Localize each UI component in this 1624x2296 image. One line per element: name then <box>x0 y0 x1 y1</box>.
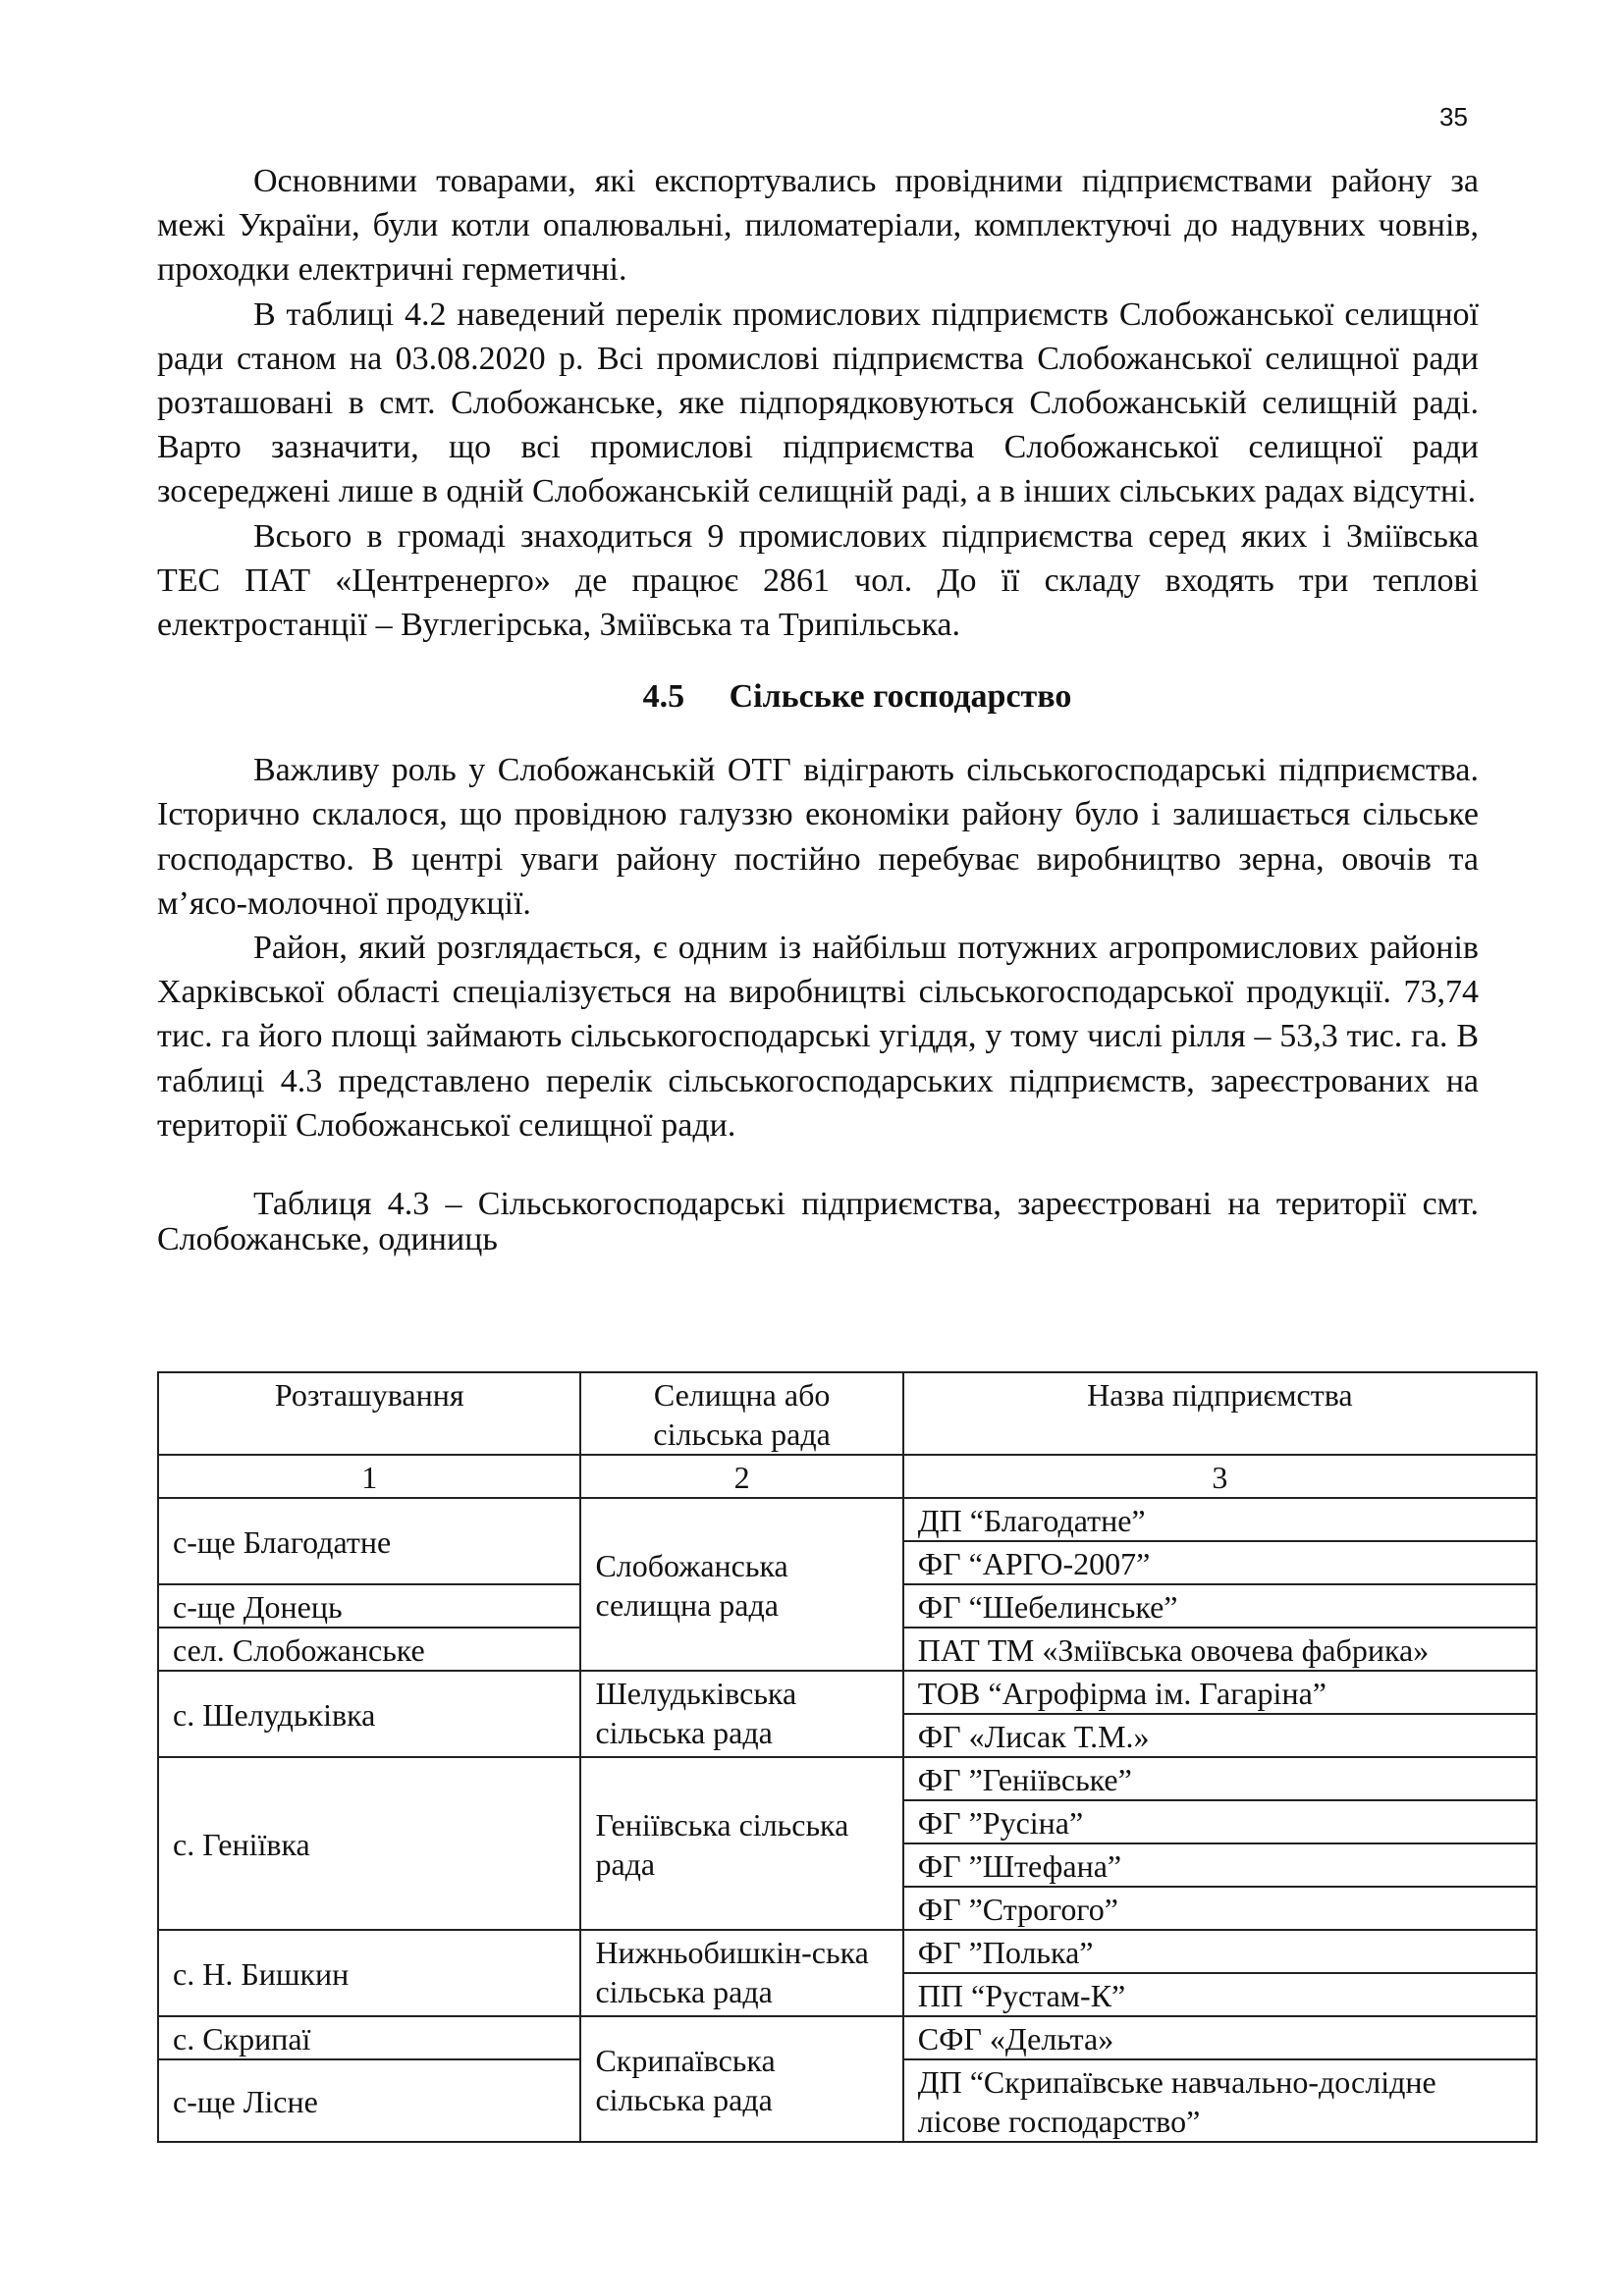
location-cell: с-ще Донець <box>158 1584 580 1628</box>
enterprises-table <box>157 1371 1538 2143</box>
council-cell: Нижньобишкін-ська сільська рада <box>580 1930 902 2016</box>
enterprise-cell: ДП “Благодатне” <box>903 1498 1537 1541</box>
section-title: Сільське господарство <box>729 678 1072 716</box>
enterprise-cell: ПАТ ТМ «Зміївська овочева фабрика» <box>903 1628 1537 1671</box>
page-number: 35 <box>1439 102 1468 132</box>
table-number-row <box>158 1455 1537 1498</box>
paragraph: Основними товарами, які експортувались провідними підприємствами району за межі України, були котли опалювальні, пиломатеріали, комплектуючі до надувних човнів, проходки електричні герметичні. <box>157 163 1479 289</box>
enterprise-cell: ФГ ”Русіна” <box>903 1800 1537 1843</box>
section-heading <box>157 674 1479 719</box>
enterprise-cell: ФГ “Шебелинське” <box>903 1584 1537 1628</box>
council-cell: Скрипаївська сільська рада <box>580 2016 902 2142</box>
column-number: 2 <box>580 1455 902 1498</box>
council-cell: Шелудьківська сільська рада <box>580 1671 902 1757</box>
location-cell: с. Скрипаї <box>158 2016 580 2059</box>
table-row <box>158 2016 1537 2059</box>
section-number: 4.5 <box>642 678 685 716</box>
paragraph: Важливу роль у Слобожанській ОТГ відіграють сільськогосподарські підприємства. Історично склалося, що провідною галуззю економіки району було і залишається сільське господарство. В центрі уваги району постійно перебуває виробництво зерна, овочів та м’ясо-молочної продукції. <box>157 752 1479 922</box>
table-row <box>158 1757 1537 1800</box>
location-cell: с-ще Лісне <box>158 2059 580 2142</box>
council-cell: Геніївська сільська рада <box>580 1757 902 1930</box>
table-caption: Таблиця 4.3 – Сільськогосподарські підприємства, зареєстровані на території смт. Слобожанське, одиниць <box>157 1186 1479 1258</box>
enterprise-cell: ФГ ”Геніївське” <box>903 1757 1537 1800</box>
enterprise-cell: СФГ «Дельта» <box>903 2016 1537 2059</box>
column-number: 3 <box>903 1455 1537 1498</box>
enterprise-cell: ФГ ”Штефана” <box>903 1843 1537 1887</box>
header-council: Селищна або сільська рада <box>580 1372 902 1455</box>
paragraph: Всього в громаді знаходиться 9 промислових підприємства серед яких і Зміївська ТЕС ПАТ «Центренерго» де працює 2861 чол. До її складу входять три теплові електростанції – Вуглегірська, Зміївська та Трипільська. <box>157 517 1479 644</box>
body-text <box>157 159 1479 1257</box>
location-cell: с-ще Благодатне <box>158 1498 580 1584</box>
paragraph: Район, який розглядається, є одним із найбільш потужних агропромислових районів Харківської області спеціалізується на виробництві сільськогосподарської продукції. 73,74 тис. га його площі займають сільськогосподарські угіддя, у тому числі рілля – 53,3 тис. га. В таблиці 4.3 представлено перелік сільськогосподарських підприємств, зареєстрованих на території Слобожанської селищної ради. <box>157 930 1479 1144</box>
table-row <box>158 1671 1537 1714</box>
enterprise-cell: ФГ “АРГО-2007” <box>903 1541 1537 1584</box>
header-location: Розташування <box>158 1372 580 1455</box>
paragraph: В таблиці 4.2 наведений перелік промислових підприємств Слобожанської селищної ради станом на 03.08.2020 р. Всі промислові підприємства Слобожанської селищної ради розташовані в смт. Слобожанське, яке підпорядковуються Слобожанській селищній раді. Варто зазначити, що всі промислові підприємства Слобожанської селищної ради зосереджені лише в одній Слобожанській селищній раді, а в інших сільських радах відсутні. <box>157 295 1479 510</box>
enterprise-cell: ФГ «Лисак Т.М.» <box>903 1714 1537 1757</box>
enterprise-cell: ФГ ”Полька” <box>903 1930 1537 1973</box>
enterprise-cell: ПП “Рустам-К” <box>903 1973 1537 2016</box>
location-cell: с. Геніївка <box>158 1757 580 1930</box>
enterprise-cell: ДП “Скрипаївське навчально-дослідне лісове господарство” <box>903 2059 1537 2142</box>
table-header-row <box>158 1372 1537 1455</box>
enterprise-cell: ФГ ”Строгого” <box>903 1887 1537 1930</box>
location-cell: с. Шелудьківка <box>158 1671 580 1757</box>
location-cell: сел. Слобожанське <box>158 1628 580 1671</box>
table-row <box>158 1930 1537 1973</box>
location-cell: с. Н. Бишкин <box>158 1930 580 2016</box>
table-row <box>158 1498 1537 1541</box>
header-enterprise: Назва підприємства <box>903 1372 1537 1455</box>
column-number: 1 <box>158 1455 580 1498</box>
enterprise-cell: ТОВ “Агрофірма ім. Гагаріна” <box>903 1671 1537 1714</box>
council-cell: Слобожанська селищна рада <box>580 1498 902 1671</box>
